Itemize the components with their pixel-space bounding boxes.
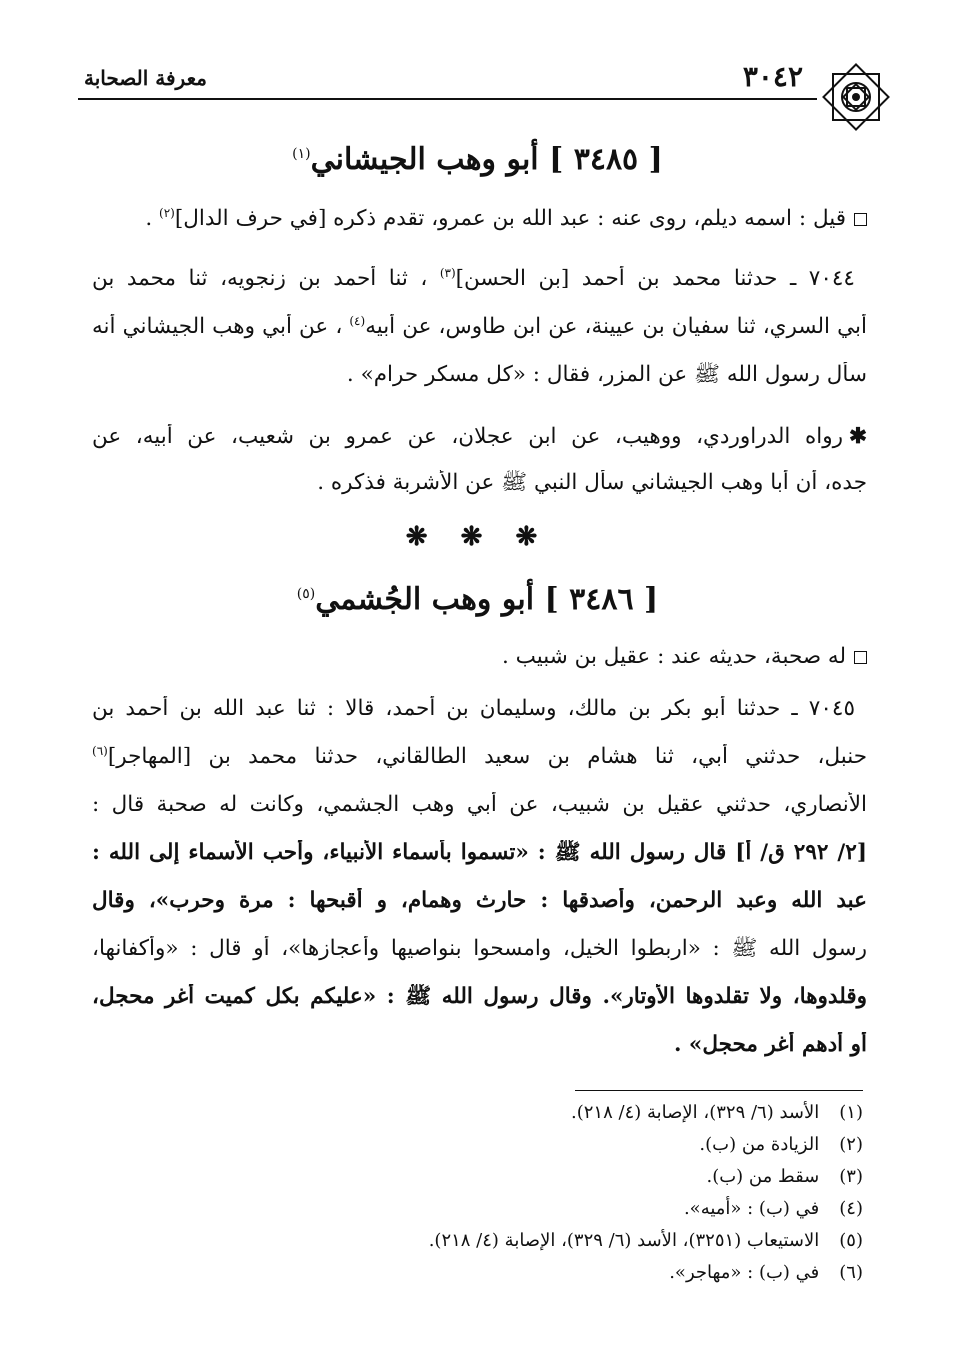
square-bullet-icon [854,651,867,664]
footnote-ref: (٤) [349,314,366,328]
footnote-ref: (٦) [92,744,108,758]
hadith-line: سأل رسول الله ﷺ عن المزر، فقال : «كل مسكر حرام» . [346,362,867,387]
entry-intro: قيل : اسمه ديلم، روى عنه : عبد الله بن عمرو، تقدم ذكره [في حرف الدال]$^{(٢)}$ . [92,206,867,232]
footnote-text: الأسد (٦/ ٣٢٩)، الإصابة (٤/ ٢١٨). [571,1102,820,1123]
footnote-text: الزيادة من (ب). [699,1134,820,1155]
entry-title [80,142,875,177]
footnote-ref: (٣) [439,266,456,280]
header-rule [78,98,817,100]
footnote-number: (٣) [839,1166,863,1187]
section-separator: ❋ ❋ ❋ [405,522,550,552]
narration-line: ✱رواه الدراوردي، ووهيب، عن ابن عجلان، عن عمرو بن شعيب، عن أبيه، عن [92,424,867,449]
footnote [92,1134,863,1155]
footnote-ref: (٥) [296,586,316,602]
page-number: ٣٠٤٢ [742,60,803,93]
footnote [92,1198,863,1219]
footnote-text: في (ب) : «مهاجر». [669,1262,820,1283]
hadith-line: أو أدهم أغر محجل» . [673,1032,867,1057]
footnote [92,1166,863,1187]
entry-intro [92,644,867,670]
footnote-number: (٥) [839,1230,863,1251]
hadith-line: حنبل، حدثني أبي، ثنا هشام بن سعيد الطالقاني، حدثنا محمد بن [المهاجر]$^{(٦)}$ [92,744,867,770]
hadith-line: الأنصاري، حدثني عقيل بن شبيب، عن أبي وهب الجشمي، وكانت له صحبة قال : [92,792,867,817]
footnote-ref: (٢) [159,206,175,220]
footnote [92,1102,863,1123]
asterisk-icon: ✱ [848,424,867,449]
intro-text: له صحبة، حديثه عند : عقيل بن شبيب . [501,644,846,669]
footnote-ref: (١) [292,146,311,162]
entry-title-text: [ ٣٤٨٦ ] أبو وهب الجُشمي [315,582,659,617]
footnote-number: (٢) [839,1134,863,1155]
footnote-text: الاستيعاب (٣٢٥١)، الأسد (٦/ ٣٢٩)، الإصابة (٤/ ٢١٨). [428,1230,820,1251]
ornament-icon [817,58,895,136]
hadith-line: ٧٠٤٤ ـ حدثنا محمد بن أحمد [بن الحسن]$^{(٣)}$ ، ثنا أحمد بن زنجويه، ثنا محمد بن [92,266,855,292]
footnote [92,1262,863,1283]
footnote-text: في (ب) : «أميه». [683,1198,820,1219]
footnote-number: (٤) [839,1198,863,1219]
hadith-line: ٧٠٤٥ ـ حدثنا أبو بكر بن مالك، وسليمان بن أحمد، قالا : ثنا عبد الله بن أحمد بن [92,696,855,721]
hadith-line: رسول الله ﷺ : «اربطوا الخيل، وامسحوا بنواصيها وأعجازها»، أو قال : «وأكفانها، [92,936,867,961]
footnote-number: (١) [839,1102,863,1123]
intro-text: قيل : اسمه ديلم، روى عنه : عبد الله بن عمرو، تقدم ذكره [في حرف الدال] [174,206,846,232]
hadith-line: [٢/ ٢٩٢ ق/ أ] قال رسول الله ﷺ : «تسموا بأسماء الأنبياء، وأحب الأسماء إلى الله : [92,840,867,865]
footnote-text: سقط من (ب). [706,1166,820,1187]
book-title: معرفة الصحابة [84,66,207,90]
hadith-line: عبد الله وعبد الرحمن، وأصدقها : حارث وهمام، و أقبحها : مرة وحرب»، وقال [92,888,867,913]
footnote [92,1230,863,1251]
entry-title [80,582,875,617]
entry-title-text: [ ٣٤٨٥ ] أبو وهب الجيشاني [310,142,663,177]
narration-line: جده، أن أبا وهب الجيشاني سأل النبي ﷺ عن الأشربة فذكره . [317,470,867,495]
hadith-line: وقلدوها، ولا تقلدوها الأوتار». وقال رسول الله ﷺ : «عليكم بكل كميت أغر محجل، [92,984,867,1009]
square-bullet-icon [854,213,867,226]
hadith-line: أبي السري، ثنا سفيان بن عيينة، عن ابن طاوس، عن أبيه$^{(٤)}$ ، عن أبي وهب الجيشاني أنه [92,314,867,340]
page-header [78,58,895,136]
footnote-rule [575,1090,863,1091]
footnote-number: (٦) [839,1262,863,1283]
